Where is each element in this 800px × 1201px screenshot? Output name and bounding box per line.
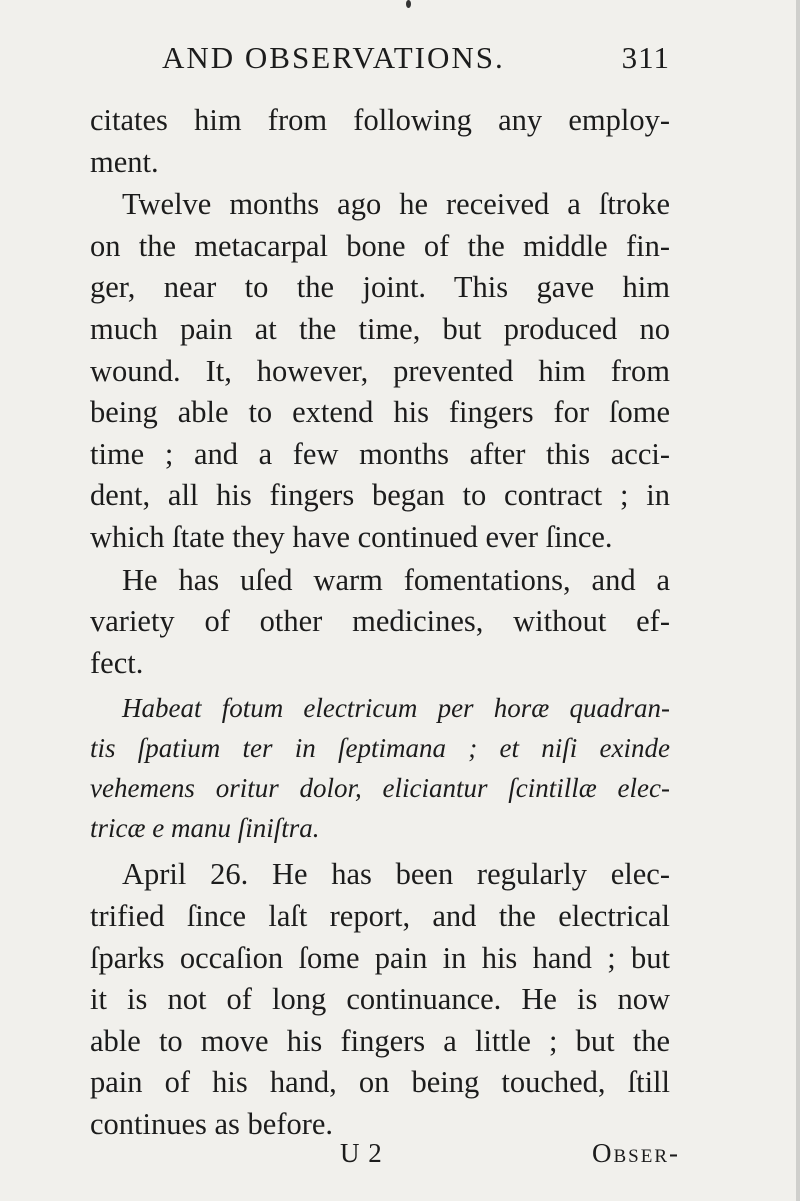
text-line: ger, near to the joint. This gave him xyxy=(90,270,670,305)
page-number: 311 xyxy=(621,40,670,75)
text-line: tricæ e manu ſiniſtra. xyxy=(90,813,320,844)
text-line: able to move his fingers a little ; but the xyxy=(90,1023,670,1058)
text-line: variety of other medicines, without ef- xyxy=(90,604,670,639)
text-line: trified ſince laſt report, and the electrical xyxy=(90,898,670,933)
running-head xyxy=(162,40,672,80)
paragraph xyxy=(90,184,670,558)
paragraph xyxy=(90,100,670,183)
latin-prescription xyxy=(90,688,670,848)
text-line: wound. It, however, prevented him from xyxy=(90,353,670,388)
body-text xyxy=(90,100,670,1146)
text-line: citates him from following any employ- xyxy=(90,103,670,137)
text-line: tis ſpatium ter in ſeptimana ; et niſi exinde xyxy=(90,733,670,764)
paragraph xyxy=(90,560,670,685)
text-line: continues as before. xyxy=(90,1106,334,1141)
text-line: which ſtate they have continued ever ſince. xyxy=(90,519,613,554)
signature-mark: U 2 xyxy=(340,1138,383,1168)
text-line: Twelve months ago he received a ſtroke xyxy=(122,187,670,222)
text-line: ſparks occaſion ſome pain in his hand ; but xyxy=(90,940,670,975)
text-line: vehemens oritur dolor, eliciantur ſcintillæ elec- xyxy=(90,773,670,804)
text-line: time ; and a few months after this acci- xyxy=(90,436,670,471)
text-line: April 26. He has been regularly elec- xyxy=(122,857,670,892)
text-line: much pain at the time, but produced no xyxy=(90,311,670,346)
ink-dot xyxy=(406,0,411,8)
text-line: pain of his hand, on being touched, ſtill xyxy=(90,1065,670,1100)
text-line: it is not of long continuance. He is now xyxy=(90,982,670,1017)
text-line: being able to extend his fingers for ſome xyxy=(90,395,670,430)
text-line: fect. xyxy=(90,645,144,680)
running-title: AND OBSERVATIONS. xyxy=(162,40,505,75)
text-line: He has uſed warm fomentations, and a xyxy=(122,562,670,597)
page-edge xyxy=(796,0,800,1201)
text-line: ment. xyxy=(90,144,159,179)
paragraph xyxy=(90,854,670,1145)
text-line: on the metacarpal bone of the middle fin- xyxy=(90,228,670,263)
catchword: Obser- xyxy=(591,1138,680,1168)
text-line: Habeat fotum electricum per horæ quadran- xyxy=(122,693,670,724)
page-footer xyxy=(90,1138,680,1178)
text-line: dent, all his fingers began to contract ; in xyxy=(90,478,670,513)
